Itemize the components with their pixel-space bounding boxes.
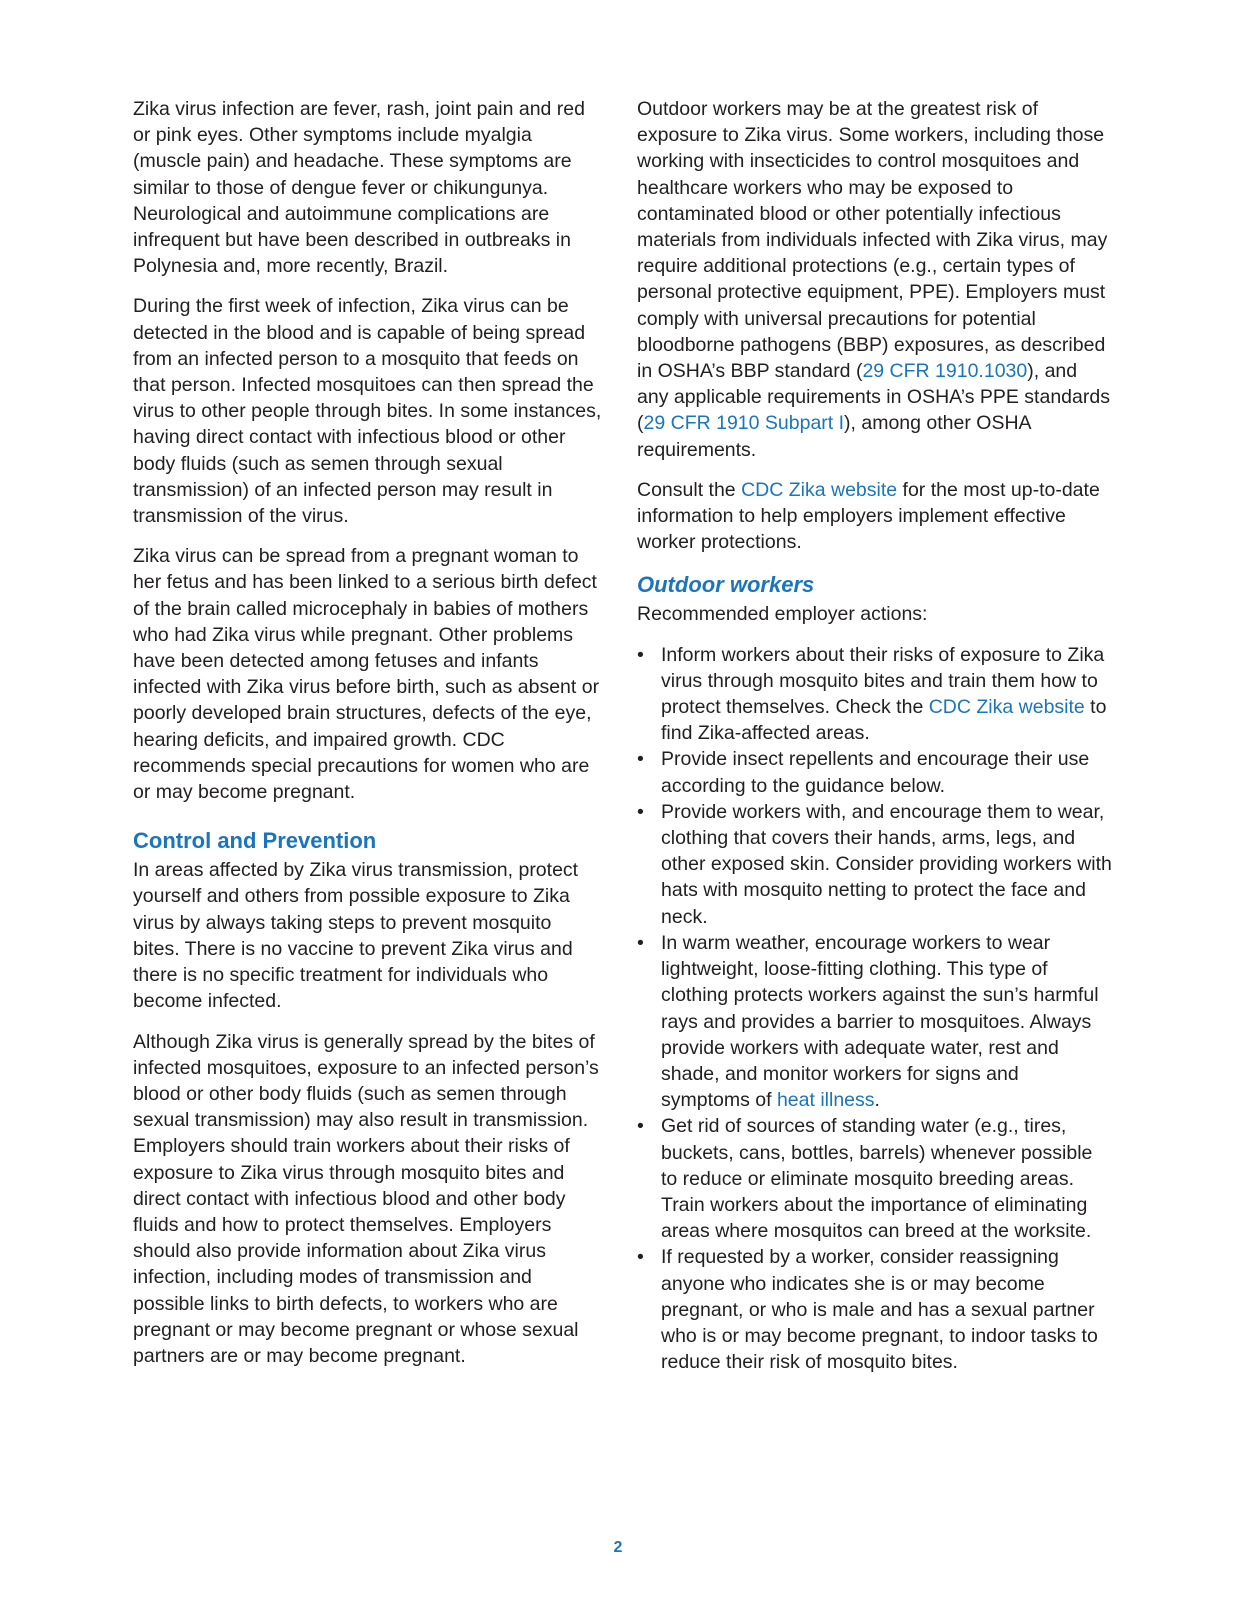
text-span: Get rid of sources of standing water (e.g., tires, buckets, cans, bottles, barrels) whenever possible to reduce or eliminate mosquito breeding areas. Train workers about the importance of eliminating areas where mosquitos can breed at the worksite. bbox=[661, 1115, 1093, 1243]
page-number: 2 bbox=[613, 1539, 623, 1556]
left-column bbox=[133, 96, 603, 1383]
consult-cdc-paragraph bbox=[637, 477, 1112, 556]
list-item bbox=[637, 930, 1112, 1113]
control-prevention-heading: Control and Prevention bbox=[133, 828, 377, 854]
text-span: Consult the bbox=[637, 478, 742, 501]
bullet-icon: • bbox=[637, 643, 644, 666]
paragraph-text: Recommended employer actions: bbox=[637, 603, 928, 626]
list-item bbox=[637, 642, 1112, 747]
pregnancy-paragraph bbox=[133, 543, 603, 805]
list-item bbox=[637, 746, 1112, 798]
transmission-paragraph bbox=[133, 293, 603, 529]
text-span: for the most up-to-date information to help employers implement effective worker protections. bbox=[637, 478, 1100, 554]
text-span: Outdoor workers may be at the greatest risk of exposure to Zika virus. Some workers, including those working with insecticides to control mosquitoes and healthcare workers who may be exposed to contaminated blood or other potentially infectious materials from individuals infected with Zika virus, may require additional protections (e.g., certain types of personal protective equipment, PPE). Employers must comply with universal precautions for potential bloodborne pathogens (BBP) exposures, as described in OSHA’s BBP standard ( bbox=[637, 98, 1108, 383]
paragraph-text: Zika virus can be spread from a pregnant woman to her fetus and has been linked to a serious birth defect of the brain called microcephaly in babies of mothers who had Zika virus while pregnant. Other problems have been detected among fetuses and infants infected with Zika virus before birth, such as absent or poorly developed brain structures, defects of the eye, hearing deficits, and impaired growth. CDC recommends special precautions for women who are or may become pregnant. bbox=[133, 545, 600, 804]
list-item bbox=[637, 1244, 1112, 1375]
text-span: ), and any applicable requirements in OSHA’s PPE standards ( bbox=[637, 360, 1110, 435]
paragraph-text: During the first week of infection, Zika virus can be detected in the blood and is capable of being spread from an infected person to a mosquito that feeds on that person. Infected mosquitoes can then spread the virus to other people through bites. In some instances, having direct contact with infectious blood or other body fluids (such as semen through sexual transmission) of an infected person may result in transmission of the virus. bbox=[133, 295, 602, 528]
employer-training-paragraph bbox=[133, 1029, 603, 1370]
cdc-zika-website-link[interactable]: CDC Zika website bbox=[741, 478, 898, 501]
text-span: Provide insect repellents and encourage their use according to the guidance below. bbox=[661, 748, 1090, 797]
text-span: . bbox=[874, 1089, 880, 1112]
paragraph-text: In areas affected by Zika virus transmission, protect yourself and others from possible exposure to Zika virus by always taking steps to prevent mosquito bites. There is no vaccine to prevent Zika virus and there is no specific treatment for individuals who become infected. bbox=[133, 859, 579, 1013]
text-span: In warm weather, encourage workers to wear lightweight, loose-fitting clothing. This type of clothing protects workers against the sun’s harmful rays and provides a barrier to mosquitoes. Always provide workers with adequate water, rest and shade, and monitor workers for signs and symptoms of bbox=[661, 931, 1099, 1112]
outdoor-risk-paragraph bbox=[637, 96, 1112, 463]
bullet-icon: • bbox=[637, 1115, 644, 1138]
bullet-icon: • bbox=[637, 748, 644, 771]
cfr-1910-1030-link[interactable]: 29 CFR 1910.1030 bbox=[862, 360, 1028, 383]
bullet-icon: • bbox=[637, 1246, 644, 1269]
text-span: Provide workers with, and encourage them to wear, clothing that covers their hands, arms, legs, and other exposed skin. Consider providing workers with hats with mosquito netting to protect the face and neck. bbox=[661, 800, 1112, 928]
employer-actions-list bbox=[637, 642, 1112, 1376]
cfr-1910-subpart-i-link[interactable]: 29 CFR 1910 Subpart I bbox=[643, 412, 845, 435]
recommended-actions-intro bbox=[637, 601, 1112, 627]
prevention-paragraph bbox=[133, 857, 603, 1014]
symptoms-paragraph bbox=[133, 96, 603, 279]
text-span: ), among other OSHA requirements. bbox=[637, 412, 1031, 461]
heat-illness-link[interactable]: heat illness bbox=[776, 1089, 875, 1112]
paragraph-text bbox=[637, 96, 1112, 463]
cdc-zika-website-link[interactable]: CDC Zika website bbox=[928, 696, 1085, 719]
bullet-icon: • bbox=[637, 931, 644, 954]
paragraph-text: Zika virus infection are fever, rash, joint pain and red or pink eyes. Other symptoms include myalgia (muscle pain) and headache. These symptoms are similar to those of dengue fever or chikungunya. Neurological and autoimmune complications are infrequent but have been described in outbreaks in Polynesia and, more recently, Brazil. bbox=[133, 98, 585, 278]
outdoor-workers-heading: Outdoor workers bbox=[637, 572, 815, 598]
text-span: Inform workers about their risks of exposure to Zika virus through mosquito bites and train them how to protect themselves. Check the bbox=[661, 643, 1105, 719]
text-span: to find Zika-affected areas. bbox=[661, 696, 1107, 745]
paragraph-text: Although Zika virus is generally spread by the bites of infected mosquitoes, exposure to an infected person’s blood or other body fluids (such as semen through sexual transmission) may also result in transmission. Employers should train workers about their risks of exposure to Zika virus through mosquito bites and direct contact with infectious blood and other body fluids and how to protect themselves. Employers should also provide information about Zika virus infection, including modes of transmission and possible links to birth defects, to workers who are pregnant or may become pregnant or whose sexual partners are or may become pregnant. bbox=[133, 1030, 599, 1367]
text-span: If requested by a worker, consider reassigning anyone who indicates she is or may become pregnant, or who is male and has a sexual partner who is or may become pregnant, to indoor tasks to reduce their risk of mosquito bites. bbox=[661, 1246, 1098, 1374]
paragraph-text bbox=[637, 477, 1112, 556]
right-column bbox=[637, 96, 1112, 1375]
list-item bbox=[637, 1113, 1112, 1244]
bullet-icon: • bbox=[637, 800, 644, 823]
list-item bbox=[637, 799, 1112, 930]
